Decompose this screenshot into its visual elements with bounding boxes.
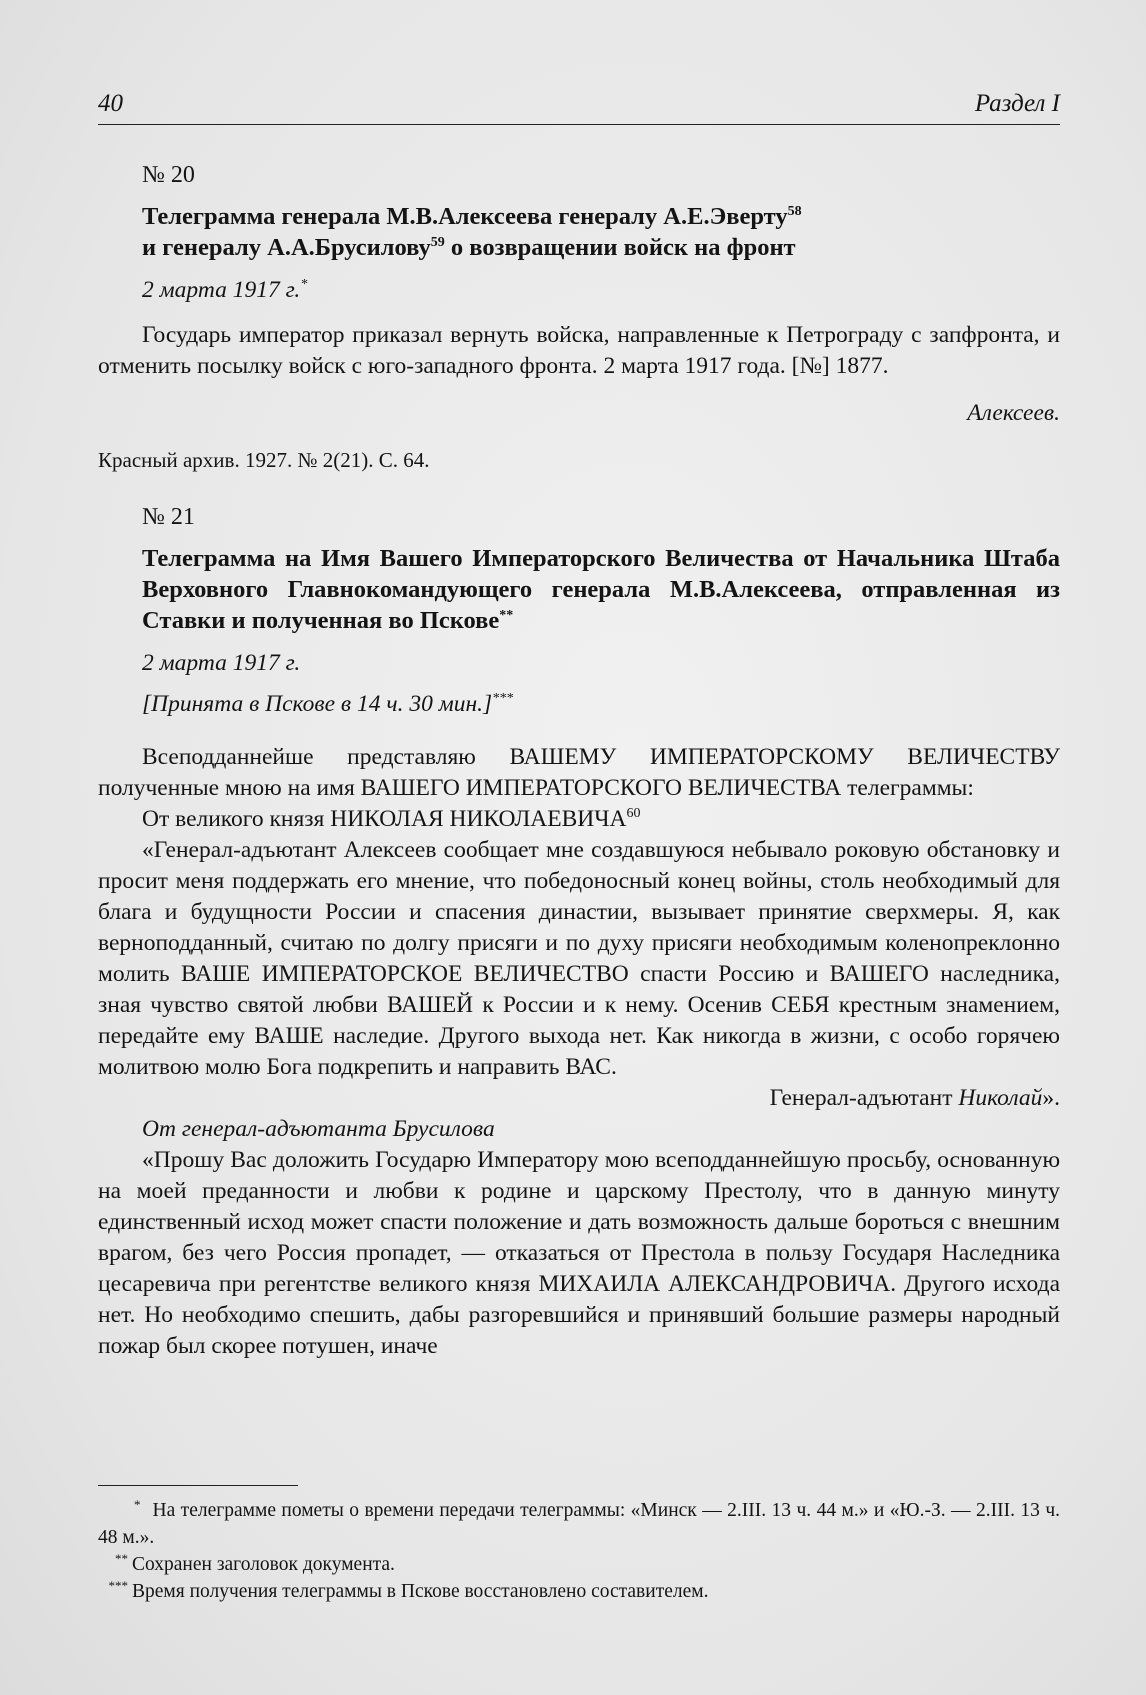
document-title: Телеграмма на Имя Вашего Императорского Величества от Начальника Штаба Верховного Главнокомандующего генерала М.В.Алексеева, отправленная из Ставки и полученная во Пскове** [142, 545, 1060, 634]
document-date: 2 марта 1917 г.* [142, 277, 308, 303]
telegram-intro: Всеподданнейше представляю ВАШЕМУ ИМПЕРАТОРСКОМУ ВЕЛИЧЕСТВУ полученные мною на имя ВАШЕГО ИМПЕРАТОРСКОГО ВЕЛИЧЕСТВА телеграммы: [98, 744, 1060, 801]
telegram-text: «Прошу Вас доложить Государю Императору мою всеподданнейшую просьбу, основанную на моей преданности и любви к родине и царскому Престолу, что в данную минуту единственный исход может спасти положение и дать возможность дальше бороться с внешним врагом, без чего Россия пропадет, — отказаться от Престола в пользу Государя Наследника цесаревича при регентстве великого князя МИХАИЛА АЛЕКСАНДРОВИЧА. Другого исхода нет. Но необходимо спешить, дабы разгоревшийся и принявший большие размеры народный пожар был скорее потушен, иначе [98, 1147, 1060, 1359]
received-time: [Принята в Пскове в 14 ч. 30 мин.]*** [142, 691, 514, 717]
footnote: ** Сохранен заголовок документа. [115, 1550, 395, 1575]
footnotes [98, 1497, 1060, 1605]
page-number: 40 [98, 90, 123, 117]
main-text [98, 160, 1060, 1362]
telegram-text: «Генерал-адъютант Алексеев сообщает мне создавшуюся небывало роковую обстановку и просит меня поддержать его мнение, что победоносный конец войны, столь необходимый для блага и будущности России и спасения династии, вызывает принятие сверхмеры. Я, как верноподданный, считаю по долгу присяги и по духу присяги необходимым коленопреклонно молить ВАШЕ ИМПЕРАТОРСКОЕ ВЕЛИЧЕСТВО спасти Россию и ВАШЕГО наследника, зная чувство святой любви ВАШЕЙ к России и к нему. Осенив СЕБЯ крестным знамением, передайте ему ВАШЕ наследие. Другого выхода нет. Как никогда в жизни, с особо горячею молитвою молю Бога подкрепить и направить ВАС. [98, 837, 1060, 1080]
footnote-divider [98, 1485, 298, 1486]
source-citation: Красный архив. 1927. № 2(21). С. 64. [98, 448, 430, 472]
document-number: № 21 [142, 504, 195, 530]
footnote: *** Время получения телеграммы в Пскове восстановлено составителем. [108, 1577, 709, 1602]
sender-heading: От великого князя НИКОЛАЯ НИКОЛАЕВИЧА$^{60}$ [142, 806, 641, 832]
signature: Алексеев. [967, 400, 1060, 426]
telegram-text: Государь император приказал вернуть войска, направленные к Петрограду с запфронта, и отменить посылку войск с юго-западного фронта. 2 марта 1917 года. [№] 1877. [98, 322, 1060, 379]
signature: Генерал-адъютант Николай». [769, 1085, 1060, 1111]
document-number: № 20 [142, 162, 195, 188]
sender-heading: От генерал-адъютанта Брусилова [142, 1116, 495, 1142]
running-header [98, 84, 1060, 125]
footnote: * На телеграмме пометы о времени передачи телеграммы: «Минск — 2.III. 13 ч. 44 м.» и «Ю.-З. — 2.III. 13 ч. 48 м.». [98, 1496, 1060, 1548]
section-label: Раздел I [974, 90, 1060, 117]
document-date: 2 марта 1917 г. [142, 650, 301, 676]
document-title: Телеграмма генерала М.В.Алексеева генералу А.Е.Эверту$^{58}$ и генералу А.А.Брусилову$^{59}$ о возвращении войск на фронт [142, 203, 802, 261]
